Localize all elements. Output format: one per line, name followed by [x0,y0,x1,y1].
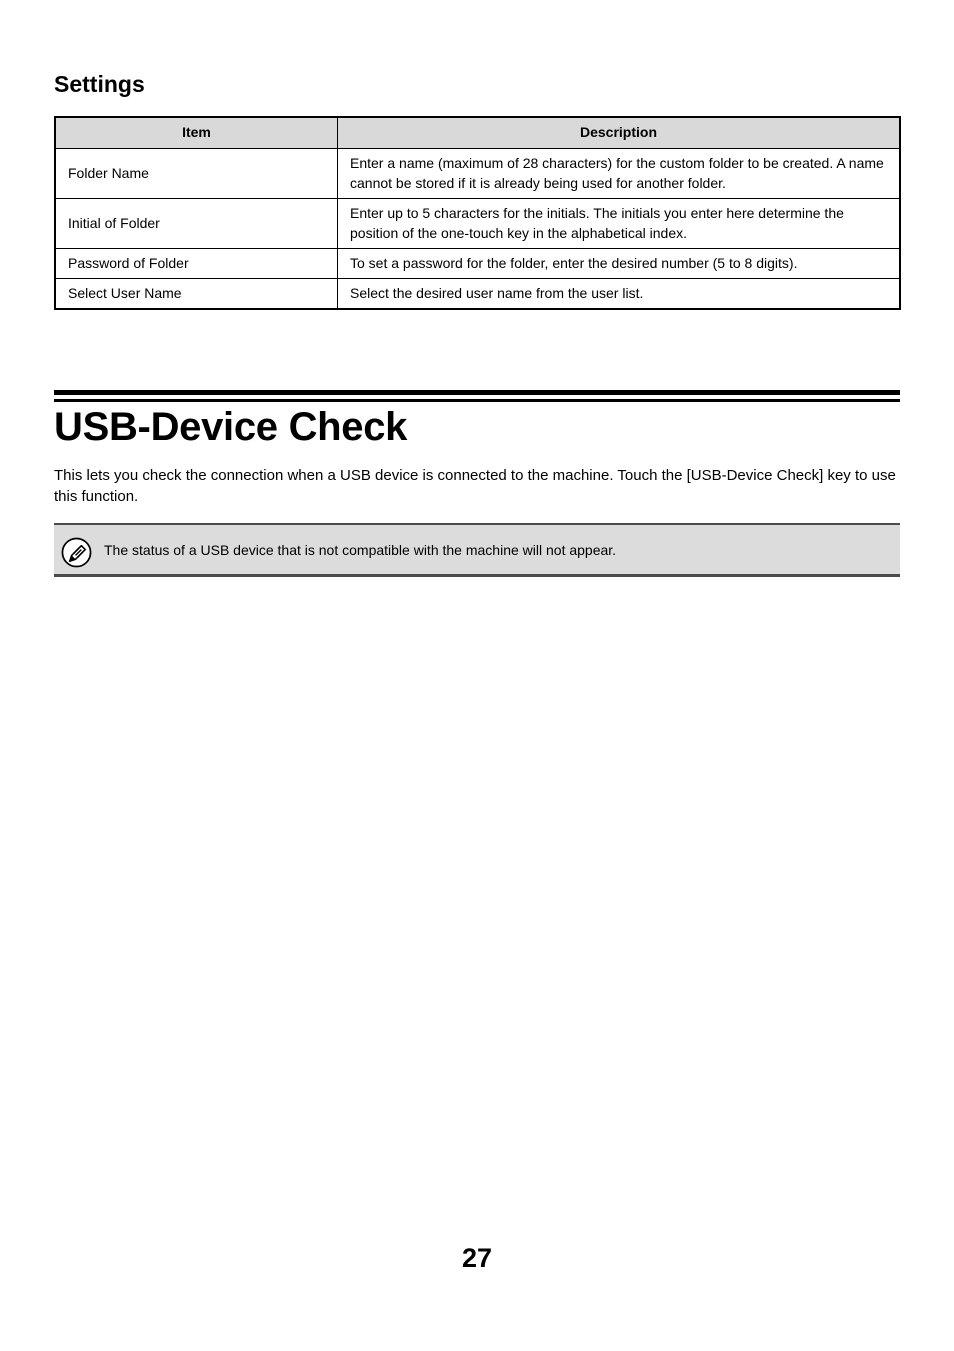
table-header-row [55,117,900,149]
row-item: Folder Name [55,149,338,199]
row-description: Select the desired user name from the user list. [338,279,901,310]
row-description: Enter up to 5 characters for the initials. The initials you enter here determine the position of the one-touch key in the alphabetical index. [338,199,901,249]
row-item: Password of Folder [55,249,338,279]
header-description: Description [338,117,901,149]
note-text: The status of a USB device that is not compatible with the machine will not appear. [104,542,617,558]
header-item: Item [55,117,338,149]
page-title: USB-Device Check [54,405,408,449]
table-row [55,279,900,310]
row-item: Select User Name [55,279,338,310]
page-number: 27 [461,1243,493,1273]
settings-table [54,116,901,310]
row-description: Enter a name (maximum of 28 characters) for the custom folder to be created. A name cannot be stored if it is already being used for another folder. [338,149,901,199]
note-pencil-icon [61,537,92,568]
table-row [55,149,900,199]
settings-heading: Settings [54,71,145,97]
intro-paragraph: This lets you check the connection when a USB device is connected to the machine. Touch the [USB-Device Check] key to use this function. [54,467,896,505]
row-description: To set a password for the folder, enter the desired number (5 to 8 digits). [338,249,901,279]
title-rule-thick [54,390,900,395]
table-row [55,249,900,279]
row-item: Initial of Folder [55,199,338,249]
note-box [54,523,900,577]
table-row [55,199,900,249]
title-rule-thin [54,399,900,402]
